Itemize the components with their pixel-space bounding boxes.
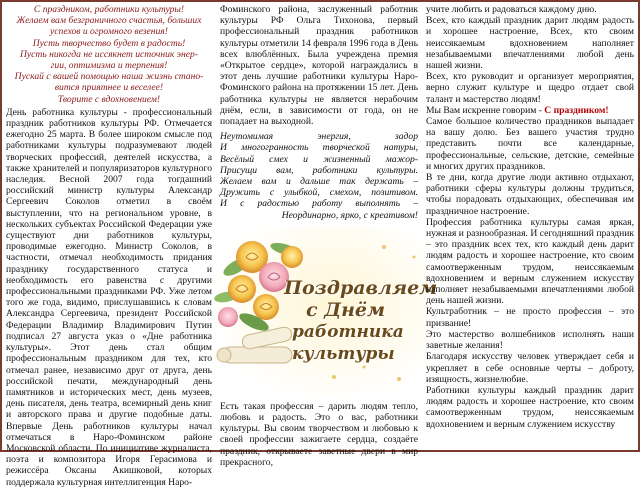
paragraph: учите любить и радоваться каждому дню.	[426, 4, 597, 15]
column-right	[422, 2, 638, 450]
poem-line: Неутомимая энергия, задор	[220, 131, 418, 143]
congrats-highlight: С праздником!	[544, 104, 609, 116]
poem-line: Пусть творчество будет в радость!	[32, 37, 186, 49]
poem-line: Весёлый смех и жизненный мажор-	[220, 153, 418, 165]
paragraph: Профессия работника культуры самая яркая, нужная и разнообразная. И сегодняшний праздник – это праздник всех тех, кто каждый день дарит людям радость и хорошее настроение, кто своим самоотверженным трудом, неиссякаемым вдохновением и верным служением искусству наполняет незабываемыми впечатлениями любой день нашей жизни.	[426, 216, 634, 307]
paragraph: Всех, кто руководит и организует мероприятия, верно служит культуре и щедро отдает свой талант и мастерство людям!	[426, 71, 634, 105]
poem-line: Пусть никогда не иссякнет источник энер-	[19, 48, 199, 60]
poem-line: Дружить с улыбкой, смехом, позитивом.	[220, 187, 418, 199]
paragraph: Благодаря искусству человек утверждает себя и укрепляет в себе основные черты – доброту, изящность, жизнелюбие.	[426, 351, 634, 385]
history-text-continued: Фоминского района, заслуженный работник культуры РФ Ольга Тихонова, первый профессиональный праздник работников культуры отметили 14 февраля 1996 года в День всех влюблённых. Была учреждена премия «Открытое сердце», которой награждались в этот день лучшие работники культуры Наро-Фоминского района на протяжении 15 лет. День работника культуры не является нерабочим днём, если, в зависимости от года, он не попадает на выходной.	[220, 4, 418, 128]
profession-text: Есть такая профессия – дарить людям тепло, любовь и радость. Это о вас, работники культуры. Вы своим творчеством и любовью к своей профессии зажигаете сердца, создаёте праздник, открываете заветные двери в мир прекрасного,	[220, 400, 418, 468]
wishes-poem	[220, 131, 418, 221]
greeting-card-image	[214, 227, 438, 397]
congrats-paragraph	[426, 105, 634, 116]
poem-line: успехов и огромного везения!	[50, 26, 168, 38]
poem-line: С праздником, работники культуры!	[33, 4, 185, 15]
congrats-text: Мы Вам искренне говорим -	[426, 104, 545, 116]
poem-line: вится приятнее и веселее!	[54, 82, 164, 94]
history-text: День работника культуры - профессиональный праздник работников культуры РФ. Отмечается ежегодно 25 марта. В более широком смысле под работниками культуры подразумевают людей творческих профессий, деятелей искусства, а также хранителей и популяризаторов культурного наследия. Весной 2007 года тогдашний российский министр культуры Александр Сергеевич Соколов отметил в своём выступлении, что на региональном уровне, в нескольких субъектах Российской Федерации уже существуют дни работников культуры, проводимые ежегодно. Министр Соколов, в частности, отмечал необходимость придания празднику государственного статуса и необходимость его равенства с другими профессиональными праздниками РФ. Уже летом того же года, видимо, прислушавшись к словам Александра Сергеевича, президент Российской Федерации Владимир Владимирович Путин подписал 27 августа указ о «Дне работника культуры». Этот день стал общим профессиональным праздником для тех, кто отмечал ранее, независимо друг от друга, день российской печати, международный день памятников и исторических мест, день музеев, день писателя, день театра, всемирный день книг и авторского права и другие подобные даты. Впервые День работников культуры начал отмечаться в Наро-Фоминском районе Московской области. По инициативе журналиста, поэта и композитора Игоря Герасимова и режиссёра Оксаны Акишковой, которых поддержала культурная интеллигенция Наро-	[6, 106, 212, 488]
paragraph: В те дни, когда другие люди активно отдыхают, работники сферы культуры должны трудиться, чтобы порадовать отдыхающих, обеспечивая им праздничное настроение.	[426, 172, 634, 217]
poem-line: И с радостью работу выполнять –	[220, 198, 418, 210]
poem-line: И многогранность творческой натуры,	[220, 142, 418, 154]
column-middle	[216, 2, 438, 468]
card-title-line: работника культуры	[292, 321, 404, 364]
card-title-line: Поздравляем	[284, 276, 438, 299]
paragraph: Это мастерство волшебников исполнять наши заветные желания!	[426, 328, 634, 352]
poem-line: Творите с вдохновением!	[57, 93, 161, 105]
greeting-poem	[6, 4, 212, 105]
column-left	[2, 2, 216, 488]
paragraph: Всех, кто каждый праздник дарит людям радость и хорошее настроение, Всех, кто своим неиссякаемым вдохновением наполняет незабываемыми впечатлениями любой день нашей жизни.	[426, 15, 634, 72]
poem-line: Пускай с вашей помощью наша жизнь стано-	[14, 71, 204, 83]
poem-line: гии, оптимизма и терпения!	[50, 60, 168, 72]
paragraph: Работники культуры каждый праздник дарит людям радость и хорошее настроение, кто своим самоотверженным трудом, неиссякаемым вдохновением и верным служением искусству	[426, 384, 634, 430]
poem-line: Присущи вам, работники культуры.	[220, 164, 418, 176]
card-title	[284, 276, 438, 365]
poem-line: Желаем вам и дальше так держать –	[220, 176, 418, 188]
card-title-line: с Днём	[306, 298, 386, 321]
paragraph: Культработник – не просто профессия – это призвание!	[426, 306, 634, 329]
poem-line: Неординарно, ярко, с креативом!	[281, 209, 418, 221]
poem-line: Желаем вам безграничного счастья, больших	[16, 15, 202, 27]
paragraph: Самое большое количество праздников выпадает на вашу долю. Без вашего участия трудно представить почти все календарные, профессиональные, сельские, детские, семейные и многих других праздников.	[426, 116, 634, 172]
